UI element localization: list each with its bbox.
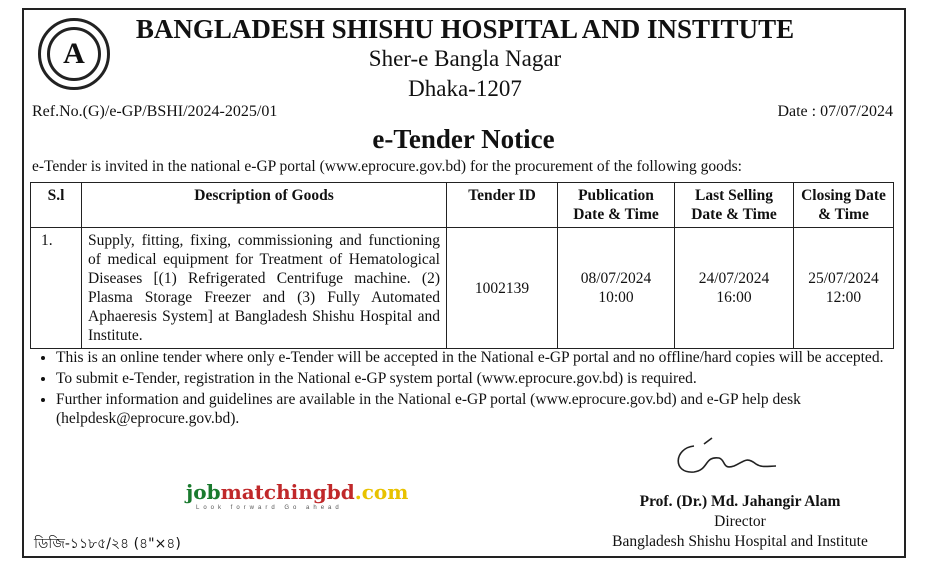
signature: [664, 436, 784, 480]
address-line-2: Dhaka-1207: [408, 76, 522, 101]
watermark-logo: [186, 480, 408, 504]
cell-tender-id: 1002139: [447, 228, 558, 349]
watermark-part: job: [186, 480, 221, 504]
close-date: 25/07/2024: [808, 270, 879, 287]
signatory-designation: Director: [714, 513, 766, 530]
tender-table: [30, 182, 894, 349]
note-item: • Further information and guidelines are available in the National e-GP portal (www.eprocure.gov.bd) and e-GP help desk (helpdesk@eprocure.gov.bd).: [56, 390, 922, 428]
col-last-selling: Last Selling Date & Time: [675, 183, 794, 228]
watermark-part: .com: [354, 480, 409, 504]
intro-text: e-Tender is invited in the national e-GP portal (www.eprocure.gov.bd) for the procurement of the following goods:: [32, 158, 742, 175]
signatory-name: Prof. (Dr.) Md. Jahangir Alam: [639, 493, 841, 510]
pub-time: 10:00: [598, 289, 634, 306]
address-line-1: Sher-e Bangla Nagar: [368, 46, 562, 71]
watermark-tagline: Look forward Go ahead: [196, 505, 343, 511]
last-time: 16:00: [716, 289, 752, 306]
signatory-organization: Bangladesh Shishu Hospital and Institute: [612, 533, 868, 550]
cell-sl: 1.: [31, 228, 82, 349]
pub-date: 08/07/2024: [580, 270, 652, 287]
note-item: • This is an online tender where only e-Tender will be accepted in the National e-GP portal and no offline/hard copies will be accepted.: [56, 348, 922, 367]
table-header-row: [31, 183, 894, 228]
cell-description: Supply, fitting, fixing, commissioning and functioning of medical equipment for Treatment of Hematological Diseases [(1) Refrigerated Centrifuge machine. (2) Plasma Storage Freezer and (3) Fully Automated Aphaeresis System] at Bangladesh Shishu Hospital and Institute.: [82, 228, 447, 349]
col-tender-id: Tender ID: [447, 183, 558, 228]
watermark-part: matchingbd: [220, 480, 355, 504]
note-item: • To submit e-Tender, registration in the National e-GP system portal (www.eprocure.gov.bd) is required.: [56, 369, 922, 388]
notice-date: Date : 07/07/2024: [777, 103, 893, 120]
signatory-block: [580, 492, 900, 552]
col-sl: S.l: [31, 183, 82, 228]
col-description: Description of Goods: [82, 183, 447, 228]
institution-name: BANGLADESH SHISHU HOSPITAL AND INSTITUTE: [135, 14, 795, 44]
hospital-logo: A: [38, 18, 110, 90]
reference-number: Ref.No.(G)/e-GP/BSHI/2024-2025/01: [32, 103, 278, 120]
publication-code: ডিজি-১১৮৫/২৪ (৪"×৪): [34, 536, 181, 552]
notice-title: e-Tender Notice: [372, 124, 555, 154]
last-date: 24/07/2024: [698, 270, 770, 287]
notes-list: [30, 348, 922, 430]
cell-publication: [558, 228, 675, 349]
close-time: 12:00: [825, 289, 862, 306]
col-publication: Publication Date & Time: [558, 183, 675, 228]
col-closing: Closing Date & Time: [794, 183, 894, 228]
table-row: [31, 228, 894, 349]
cell-last-selling: [675, 228, 794, 349]
cell-closing: [794, 228, 894, 349]
